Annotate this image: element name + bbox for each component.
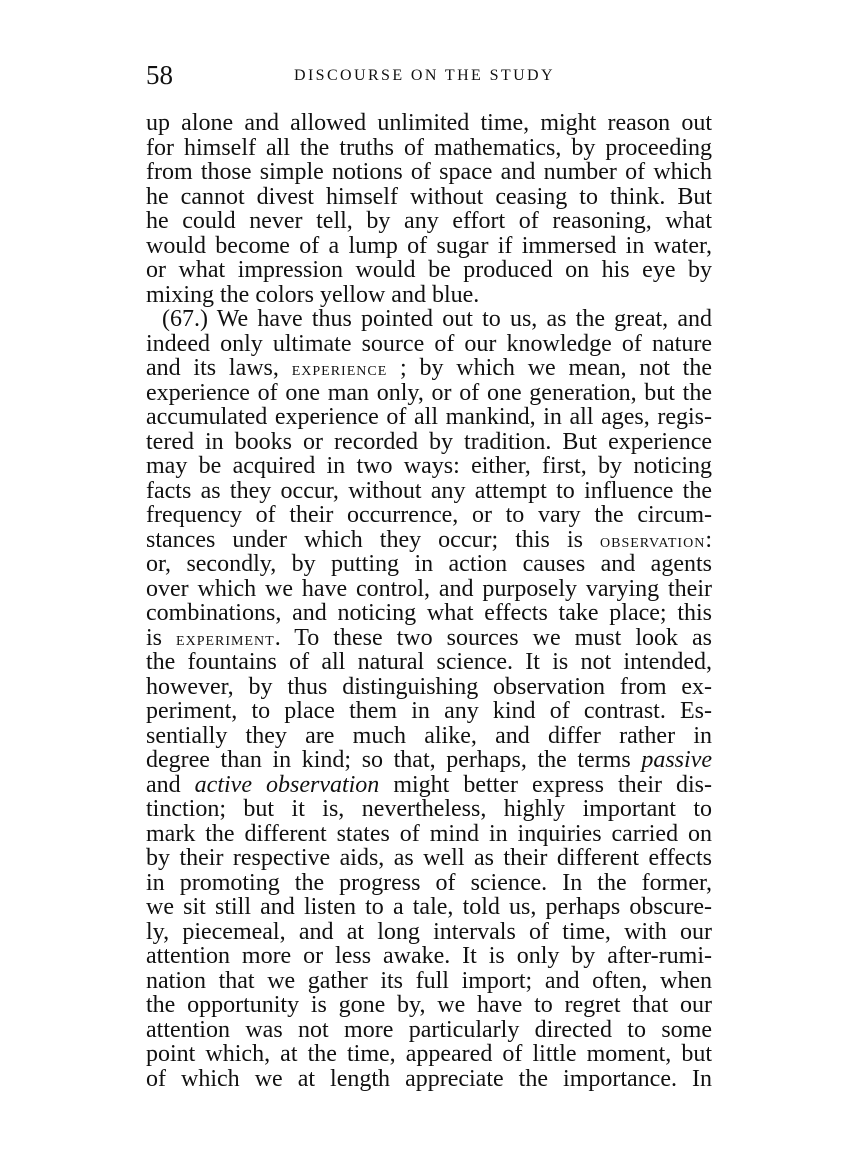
- line-text: up alone and allowed unlimited time, might reason out: [146, 110, 712, 136]
- running-head: [146, 60, 712, 90]
- page-number: 58: [146, 60, 173, 90]
- line-text: and: [146, 771, 195, 798]
- line-text: or what impression would be produced on his eye by: [146, 257, 712, 283]
- text-line: [146, 969, 712, 994]
- line-text: frequency of their occurrence, or to vary the circum-: [146, 502, 712, 528]
- text-line: [146, 699, 712, 724]
- text-line: [146, 307, 712, 332]
- line-text: . To these two sources we must look as: [274, 624, 712, 651]
- line-text: however, by thus distinguishing observation from ex-: [146, 673, 712, 700]
- text-line: [146, 381, 712, 406]
- text-line: [146, 871, 712, 896]
- text-line: [146, 528, 712, 553]
- line-text: by their respective aids, as well as their different effects: [146, 845, 712, 871]
- text-line: [146, 160, 712, 185]
- text-line: [146, 454, 712, 479]
- line-text: he cannot divest himself without ceasing to think. But: [146, 183, 712, 210]
- line-text: :: [705, 526, 712, 553]
- text-line: [146, 111, 712, 136]
- text-line: [146, 724, 712, 749]
- line-text: point which, at the time, appeared of little moment, but: [146, 1041, 712, 1067]
- text-line: [146, 601, 712, 626]
- text-line: [146, 405, 712, 430]
- small-caps-term: experience: [291, 358, 388, 380]
- line-text: the opportunity is gone by, we have to regret that our: [146, 992, 712, 1018]
- italic-term: passive: [641, 747, 712, 773]
- text-line: [146, 136, 712, 161]
- text-line: [146, 577, 712, 602]
- line-text: accumulated experience of all mankind, in all ages, regis-: [146, 404, 712, 430]
- text-line: [146, 283, 712, 308]
- line-text: might better express their dis-: [379, 771, 712, 798]
- line-text: ly, piecemeal, and at long intervals of time, with our: [146, 918, 712, 945]
- line-text: nation that we gather its full import; and often, when: [146, 967, 712, 994]
- line-text: he could never tell, by any effort of reasoning, what: [146, 208, 712, 234]
- text-line: [146, 895, 712, 920]
- text-line: [146, 650, 712, 675]
- text-line: [146, 1042, 712, 1067]
- line-text: sentially they are much alike, and differ rather in: [146, 722, 712, 749]
- text-line: [146, 185, 712, 210]
- line-text: indeed only ultimate source of our knowledge of nature: [146, 330, 712, 357]
- running-title: DISCOURSE ON THE STUDY: [294, 67, 555, 84]
- line-text: of which we at length appreciate the importance. In: [146, 1065, 712, 1092]
- text-line: [146, 503, 712, 528]
- line-text: ; by which we mean, not the: [387, 355, 713, 381]
- text-line: [146, 479, 712, 504]
- body-text: [146, 111, 712, 1091]
- text-line: [146, 430, 712, 455]
- text-line: [146, 332, 712, 357]
- line-text: may be acquired in two ways: either, first, by noticing: [146, 453, 712, 479]
- line-text: attention was not more particularly directed to some: [146, 1016, 712, 1043]
- text-line: [146, 234, 712, 259]
- line-text: and its laws,: [146, 355, 292, 381]
- line-text: degree than in kind; so that, perhaps, the terms: [146, 747, 642, 773]
- line-text: experience of one man only, or of one generation, but the: [146, 379, 712, 406]
- text-line: [146, 822, 712, 847]
- text-line: [146, 209, 712, 234]
- line-text: we sit still and listen to a tale, told us, perhaps obscure-: [146, 894, 712, 920]
- line-text: for himself all the truths of mathematics, by proceeding: [146, 134, 712, 161]
- line-text: periment, to place them in any kind of contrast. Es-: [146, 698, 712, 724]
- text-line: [146, 920, 712, 945]
- line-text: or, secondly, by putting in action causes and agents: [146, 551, 712, 577]
- line-text: in promoting the progress of science. In the former,: [146, 869, 712, 896]
- line-text: mark the different states of mind in inquiries carried on: [146, 820, 712, 847]
- text-line: [146, 1018, 712, 1043]
- text-line: [146, 797, 712, 822]
- text-line: [146, 626, 712, 651]
- line-text: would become of a lump of sugar if immersed in water,: [146, 232, 712, 259]
- line-text: from those simple notions of space and number of which: [146, 159, 712, 185]
- line-text: combinations, and noticing what effects take place; this: [146, 600, 712, 626]
- text-line: [146, 258, 712, 283]
- text-line: [146, 993, 712, 1018]
- text-line: [146, 1067, 712, 1092]
- small-caps-term: experiment: [176, 627, 275, 650]
- line-text: stances under which they occur; this is: [146, 526, 601, 553]
- italic-term: active observation: [194, 771, 380, 798]
- line-text: facts as they occur, without any attempt to influence the: [146, 477, 712, 504]
- text-line: [146, 552, 712, 577]
- text-line: [146, 944, 712, 969]
- line-text: (67.) We have thus pointed out to us, as the great, and: [162, 306, 712, 332]
- text-line: [146, 748, 712, 773]
- text-line: [146, 846, 712, 871]
- line-text: tered in books or recorded by tradition. But experience: [146, 428, 712, 455]
- line-text: over which we have control, and purposely varying their: [146, 575, 712, 602]
- small-caps-term: observation: [600, 529, 706, 552]
- line-text: attention more or less awake. It is only by after-rumi-: [146, 943, 712, 969]
- line-text: tinction; but it is, nevertheless, highly important to: [146, 796, 712, 822]
- text-line: [146, 675, 712, 700]
- line-text: the fountains of all natural science. It is not intended,: [146, 649, 712, 675]
- line-text: is: [146, 624, 177, 651]
- text-line: [146, 356, 712, 381]
- text-line: [146, 773, 712, 798]
- line-text: mixing the colors yellow and blue.: [146, 281, 480, 308]
